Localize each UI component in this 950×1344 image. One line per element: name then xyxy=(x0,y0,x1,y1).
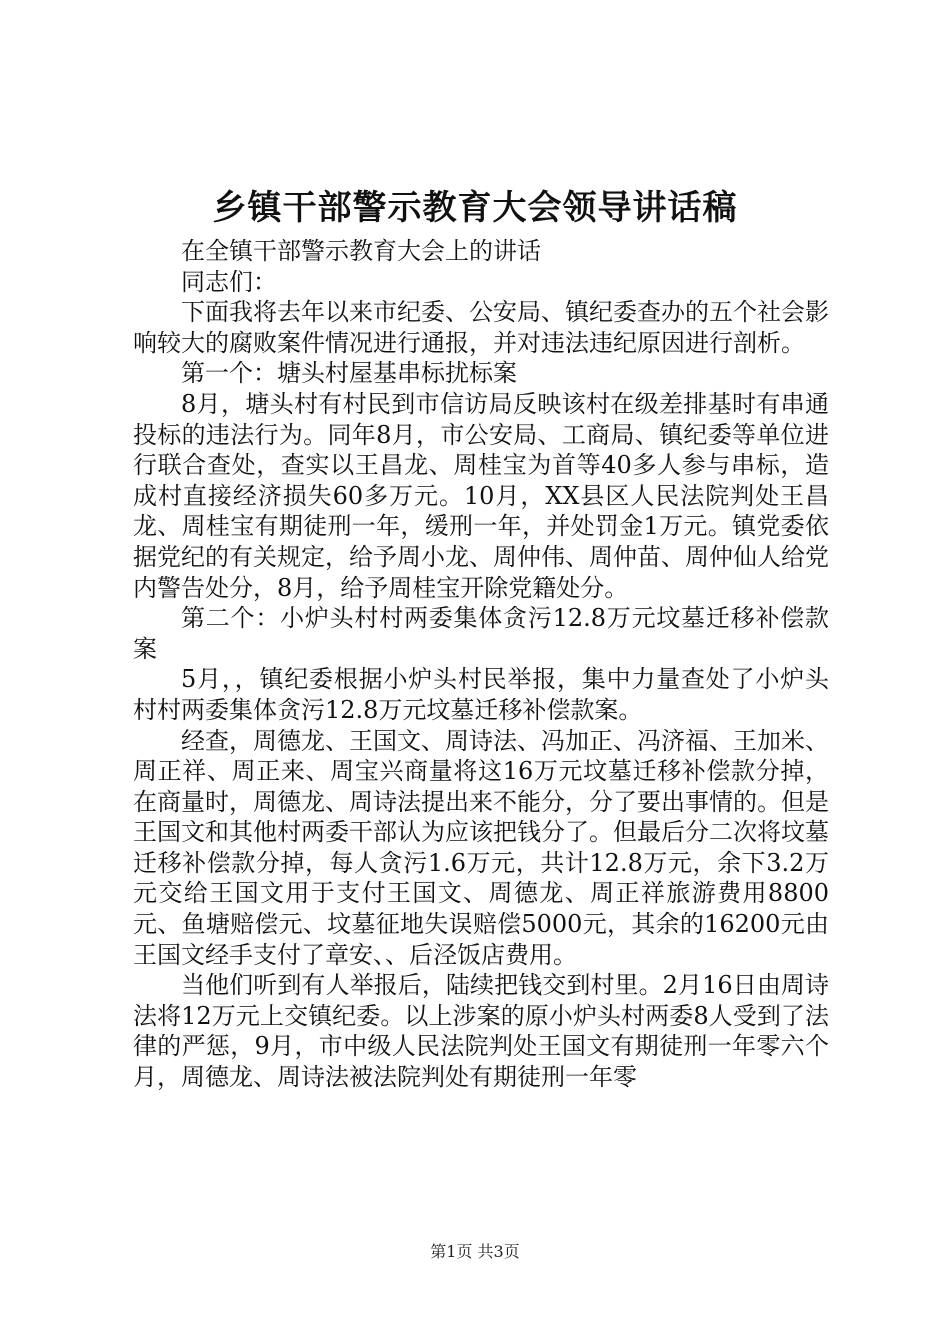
paragraph-case-two-outcome: 当他们听到有人举报后，陆续把钱交到村里。2月16日由周诗法将12万元上交镇纪委。以上涉案的原小炉头村两委8人受到了法律的严惩，9月，市中级人民法院判处王国文有期徒刑一年零六个月，周德龙、周诗法被法院判处有期徒刑一年零 xyxy=(133,971,829,1092)
paragraph-speech-heading: 在全镇干部警示教育大会上的讲话 xyxy=(181,237,541,265)
paragraph-case-two-investigation: 经查，周德龙、王国文、周诗法、冯加正、冯济福、王加米、周正祥、周正来、周宝兴商量将这16万元坟墓迁移补偿款分掉，在商量时，周德龙、周诗法提出来不能分，分了要出事情的。但是王国文和其他村两委干部认为应该把钱分了。但最后分二次将坟墓迁移补偿款分掉，每人贪污1.6万元，共计12.8万元，余下3.2万元交给王国文用于支付王国文、周德龙、周正祥旅游费用8800元、鱼塘赔偿元、坟墓征地失误赔偿5000元，其余的16200元由王国文经手支付了章安、、后泾饭店费用。 xyxy=(133,726,829,969)
page-footer: 第1页 共3页 xyxy=(430,1242,520,1261)
paragraph-case-one-heading: 第一个：塘头村屋基串标扰标案 xyxy=(181,359,517,388)
paragraph-case-one-details: 8月，塘头村有村民到市信访局反映该村在级差排基时有串通投标的违法行为。同年8月，市公安局、工商局、镇纪委等单位进行联合查处，查实以王昌龙、周桂宝为首等40多人参与串标，造成村直接经济损失60多万元。10月，XX县区人民法院判处王昌龙、周桂宝有期徒刑一年，缓刑一年，并处罚金1万元。镇党委依据党纪的有关规定，给予周小龙、周仲伟、周仲苗、周仲仙人给党内警告处分，8月，给予周桂宝开除党籍处分。 xyxy=(133,389,829,602)
paragraph-introduction: 下面我将去年以来市纪委、公安局、镇纪委查办的五个社会影响较大的腐败案件情况进行通报，并对违法违纪原因进行剖析。 xyxy=(133,298,829,357)
paragraph-salutation: 同志们： xyxy=(181,267,277,296)
paragraph-case-two-summary: 5月，，镇纪委根据小炉头村民举报，集中力量查处了小炉头村村两委集体贪污12.8万元坟墓迁移补偿款案。 xyxy=(133,665,829,724)
paragraph-case-two-heading: 第二个：小炉头村村两委集体贪污12.8万元坟墓迁移补偿款案 xyxy=(133,604,829,663)
document-title: 乡镇干部警示教育大会领导讲话稿 xyxy=(212,188,738,228)
document-body xyxy=(133,236,829,1093)
